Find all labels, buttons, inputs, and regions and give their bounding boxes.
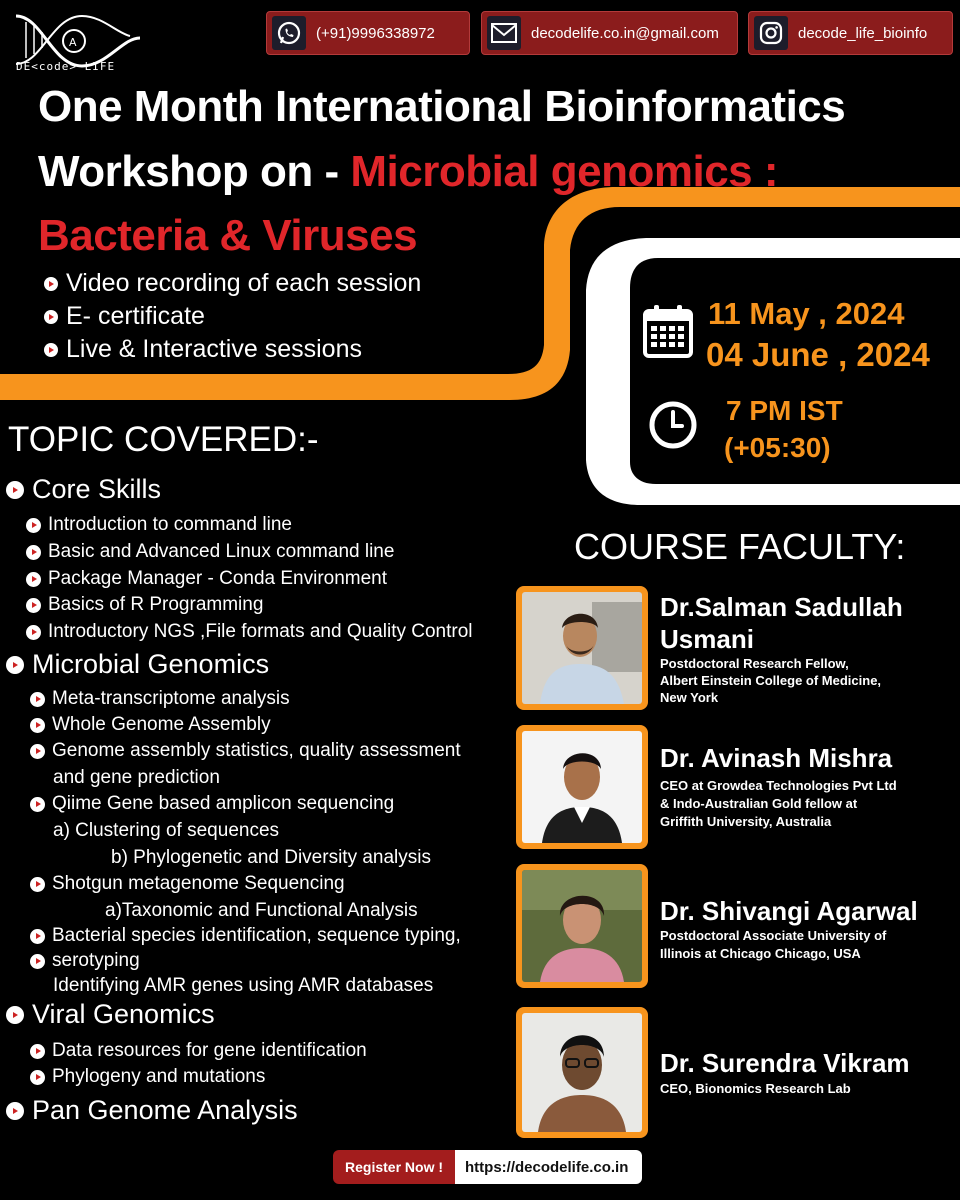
phone-number: (+91)9996338972 — [316, 24, 435, 42]
faculty-name: Dr. Shivangi Agarwal — [660, 896, 918, 926]
email-address: decodelife.co.in@gmail.com — [531, 24, 719, 42]
chevron-right-icon — [26, 625, 41, 640]
chevron-right-icon — [26, 518, 41, 533]
chevron-right-icon — [44, 343, 58, 357]
instagram-contact[interactable] — [748, 11, 953, 55]
chevron-right-icon — [30, 954, 45, 969]
list-item: Qiime Gene based amplicon sequencing — [30, 793, 394, 815]
phone-contact[interactable] — [266, 11, 470, 55]
highlight-item: Video recording of each session — [44, 269, 421, 298]
topic-core-skills: Core Skills — [6, 474, 161, 505]
faculty-heading: COURSE FACULTY: — [574, 526, 906, 567]
email-icon — [487, 16, 521, 50]
title-highlight: Microbial genomics : — [350, 147, 779, 196]
faculty-role: Illinois at Chicago Chicago, USA — [660, 946, 861, 961]
list-item: Basic and Advanced Linux command line — [26, 541, 394, 563]
chevron-right-icon — [26, 572, 41, 587]
list-item-continuation: and gene prediction — [53, 767, 220, 788]
sub-item: Identifying AMR genes using AMR databases — [53, 975, 434, 996]
chevron-right-icon — [6, 1102, 24, 1120]
chevron-right-icon — [6, 656, 24, 674]
website-link[interactable]: https://decodelife.co.in — [455, 1150, 642, 1184]
list-item: Whole Genome Assembly — [30, 714, 271, 736]
faculty-photo-salman — [516, 586, 648, 710]
sub-item: a)Taxonomic and Functional Analysis — [105, 900, 418, 921]
title-prefix: Workshop on - — [38, 147, 351, 196]
calendar-icon — [642, 303, 694, 359]
faculty-role: Postdoctoral Research Fellow, — [660, 656, 849, 671]
list-item: Basics of R Programming — [26, 594, 263, 616]
list-item: Introductory NGS ,File formats and Quality Control — [26, 621, 473, 643]
list-item: Phylogeny and mutations — [30, 1066, 265, 1088]
title-line-1: One Month International Bioinformatics — [38, 82, 846, 131]
instagram-handle: decode_life_bioinfo — [798, 24, 928, 42]
start-date: 11 May , 2024 — [708, 296, 905, 331]
faculty-role: & Indo-Australian Gold fellow at — [660, 796, 858, 811]
chevron-right-icon — [44, 277, 58, 291]
faculty-name: Dr. Avinash Mishra — [660, 743, 893, 773]
list-item: Data resources for gene identification — [30, 1040, 367, 1062]
faculty-name: Dr. Surendra Vikram — [660, 1048, 910, 1078]
topics-heading: TOPIC COVERED:- — [8, 420, 319, 459]
svg-text:A: A — [69, 36, 77, 49]
chevron-right-icon — [30, 797, 45, 812]
chevron-right-icon — [30, 718, 45, 733]
faculty-role: CEO at Growdea Technologies Pvt Ltd — [660, 778, 897, 793]
faculty-photo-surendra — [516, 1007, 648, 1138]
chevron-right-icon — [26, 598, 41, 613]
faculty-role: New York — [660, 690, 719, 705]
list-item: Package Manager - Conda Environment — [26, 568, 387, 590]
faculty-role: Albert Einstein College of Medicine, — [660, 673, 882, 688]
list-item: serotyping — [30, 950, 140, 972]
whatsapp-icon — [272, 16, 306, 50]
sub-item: b) Phylogenetic and Diversity analysis — [111, 847, 431, 868]
list-item: Bacterial species identification, sequence typing, — [30, 925, 461, 947]
chevron-right-icon — [30, 1044, 45, 1059]
register-button[interactable]: Register Now ! — [333, 1150, 455, 1184]
end-date: 04 June , 2024 — [706, 336, 930, 373]
chevron-right-icon — [6, 481, 24, 499]
faculty-name-cont: Usmani — [660, 624, 754, 654]
person-photo — [522, 1013, 642, 1132]
faculty-name: Dr.Salman Sadullah — [660, 592, 903, 622]
highlight-item: E- certificate — [44, 302, 205, 331]
faculty-photo-shivangi — [516, 864, 648, 988]
list-item: Shotgun metagenome Sequencing — [30, 873, 345, 895]
chevron-right-icon — [30, 744, 45, 759]
highlight-item: Live & Interactive sessions — [44, 335, 362, 364]
title-line-2 — [38, 147, 779, 196]
instagram-icon — [754, 16, 788, 50]
faculty-role: Griffith University, Australia — [660, 814, 832, 829]
title-line-3: Bacteria & Viruses — [38, 211, 418, 260]
topic-microbial-genomics: Microbial Genomics — [6, 649, 269, 680]
person-photo — [522, 870, 642, 982]
chevron-right-icon — [30, 1070, 45, 1085]
clock-icon — [648, 400, 698, 450]
faculty-role: Postdoctoral Associate University of — [660, 928, 887, 943]
chevron-right-icon — [30, 877, 45, 892]
register-bar — [333, 1150, 642, 1184]
chevron-right-icon — [26, 545, 41, 560]
list-item: Genome assembly statistics, quality assessment — [30, 740, 461, 762]
chevron-right-icon — [6, 1006, 24, 1024]
email-contact[interactable] — [481, 11, 738, 55]
sub-item: a) Clustering of sequences — [53, 820, 280, 841]
faculty-photo-avinash — [516, 725, 648, 849]
chevron-right-icon — [44, 310, 58, 324]
session-time: 7 PM IST — [726, 395, 843, 426]
topic-viral-genomics: Viral Genomics — [6, 999, 215, 1030]
chevron-right-icon — [30, 692, 45, 707]
chevron-right-icon — [30, 929, 45, 944]
person-photo — [522, 592, 642, 704]
list-item: Meta-transcriptome analysis — [30, 688, 290, 710]
faculty-role: CEO, Bionomics Research Lab — [660, 1081, 851, 1096]
person-photo — [522, 731, 642, 843]
topic-pan-genome: Pan Genome Analysis — [6, 1095, 298, 1126]
logo-wordmark: DE<code> LIFE — [16, 60, 116, 73]
list-item: Introduction to command line — [26, 514, 292, 536]
timezone-offset: (+05:30) — [724, 432, 831, 463]
